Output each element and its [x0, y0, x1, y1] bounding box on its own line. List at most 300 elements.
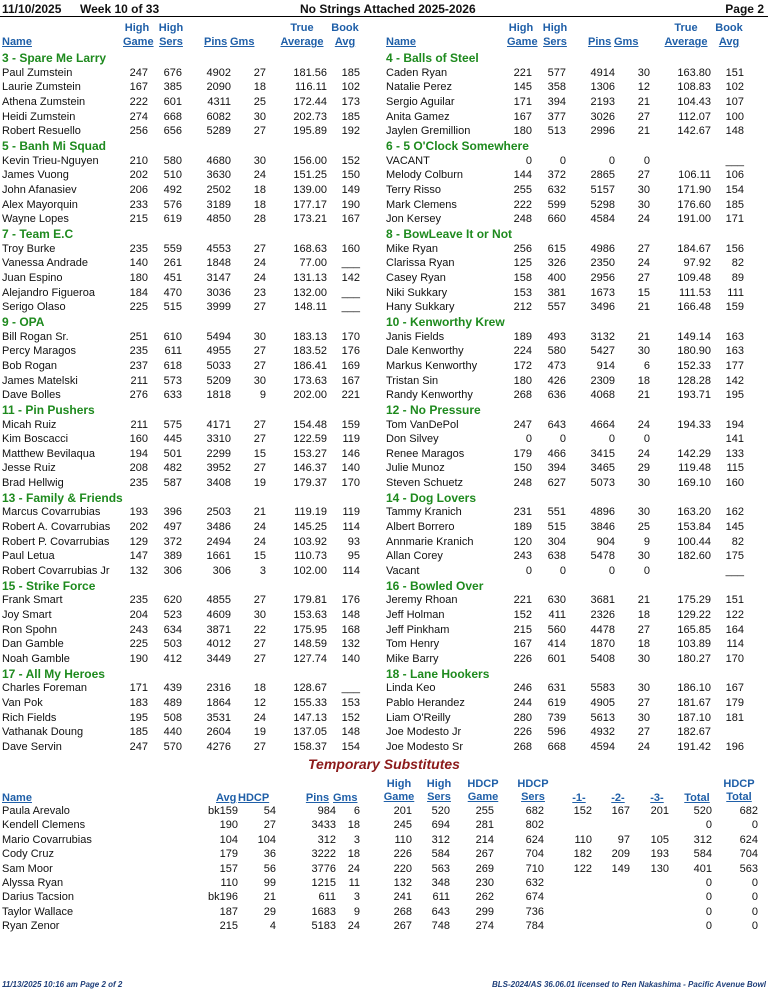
- player-stat: 394: [547, 95, 566, 108]
- player-stat: 21: [637, 95, 650, 108]
- player-stat: 150: [513, 462, 532, 475]
- player-stat: 100: [725, 110, 744, 123]
- player-name: Frank Smart: [2, 594, 63, 607]
- player-name: James Vuong: [2, 169, 69, 182]
- sub-pins-header: Pins: [305, 792, 330, 804]
- player-stat: 5613: [590, 711, 615, 724]
- player-row: [384, 124, 768, 138]
- player-stat: 3026: [590, 110, 615, 123]
- col-true_avg-header-2: Average: [280, 36, 324, 48]
- player-stat: 180.90: [677, 345, 711, 358]
- player-stat: 127.74: [293, 653, 327, 666]
- substitute-stat: 226: [393, 848, 412, 861]
- player-stat: 93: [347, 535, 360, 548]
- player-name: Vacant: [386, 565, 420, 578]
- player-stat: 154: [725, 183, 744, 196]
- player-name: Matthew Bevilaqua: [2, 447, 95, 460]
- player-stat: 152.33: [677, 359, 711, 372]
- player-stat: 175.29: [677, 594, 711, 607]
- player-stat: 175.95: [293, 623, 327, 636]
- player-stat: 122.59: [293, 433, 327, 446]
- player-stat: 153.84: [677, 521, 711, 534]
- player-stat: 128.28: [677, 374, 711, 387]
- player-name: Tom VanDePol: [386, 418, 459, 431]
- player-stat: 27: [637, 697, 650, 710]
- player-stat: 631: [547, 682, 566, 695]
- substitute-stat: 18: [347, 819, 360, 832]
- player-stat: 243: [513, 550, 532, 563]
- player-stat: 557: [547, 301, 566, 314]
- player-stat: 158: [513, 271, 532, 284]
- substitute-stat: 201: [650, 805, 669, 817]
- player-row: [384, 271, 768, 285]
- player-stat: 276: [129, 389, 148, 402]
- substitute-stat: 21: [263, 891, 276, 904]
- player-stat: 182.67: [677, 726, 711, 739]
- player-row: [384, 447, 768, 461]
- player-stat: 2956: [590, 271, 615, 284]
- player-stat: 233: [129, 198, 148, 211]
- player-stat: 445: [163, 433, 182, 446]
- player-stat: 212: [513, 301, 532, 314]
- player-stat: 183: [129, 697, 148, 710]
- substitute-name: Paula Arevalo: [2, 805, 70, 817]
- player-stat: ___: [341, 257, 360, 270]
- player-name: Kim Boscacci: [2, 433, 69, 446]
- player-stat: 2502: [206, 183, 231, 196]
- player-stat: 145.25: [293, 521, 327, 534]
- substitute-name: Taylor Wallace: [2, 905, 74, 918]
- substitute-stat: 9: [353, 905, 360, 918]
- player-stat: 179: [513, 447, 532, 460]
- substitute-row: [0, 862, 768, 876]
- player-stat: 560: [547, 623, 566, 636]
- player-name: Tammy Kranich: [386, 506, 462, 519]
- player-stat: 119: [342, 506, 360, 519]
- player-name: Robert Resuello: [2, 125, 81, 138]
- player-stat: 115: [726, 462, 744, 475]
- substitute-stat: 110: [394, 833, 412, 846]
- player-stat: 5583: [590, 682, 615, 695]
- player-stat: 636: [547, 389, 566, 402]
- player-name: Jeff Pinkham: [386, 623, 450, 636]
- player-stat: 0: [608, 154, 615, 167]
- player-stat: 24: [637, 257, 650, 270]
- player-name: Van Pok: [2, 697, 43, 710]
- substitute-stat: 110: [574, 833, 592, 846]
- team-title: 11 - Pin Pushers: [2, 402, 95, 417]
- player-row: [384, 520, 768, 534]
- team-title: 7 - Team E.C: [2, 226, 74, 241]
- substitute-stat: 24: [347, 862, 360, 875]
- player-stat: 5073: [590, 477, 615, 490]
- substitute-row: [0, 876, 768, 890]
- player-stat: 222: [513, 198, 532, 211]
- player-row: [384, 359, 768, 373]
- player-stat: 221: [513, 66, 532, 79]
- player-name: Paul Letua: [2, 550, 55, 563]
- substitute-name: Kendell Clemens: [2, 819, 86, 832]
- player-stat: 18: [253, 682, 266, 695]
- player-stat: 2996: [590, 125, 615, 138]
- player-stat: 4068: [590, 389, 615, 402]
- substitute-stat: 274: [475, 920, 494, 933]
- player-stat: 2316: [206, 682, 231, 695]
- player-row: [0, 535, 384, 549]
- player-stat: 159: [725, 301, 744, 314]
- player-row: [0, 476, 384, 490]
- substitute-stat: 0: [751, 877, 758, 889]
- player-stat: 171: [129, 682, 148, 695]
- player-stat: 3999: [206, 301, 231, 314]
- substitute-stat: 132: [393, 877, 412, 889]
- player-stat: 77.00: [299, 257, 327, 270]
- column-headers-right: [384, 22, 768, 50]
- player-stat: 244: [513, 697, 532, 710]
- substitute-row: [0, 919, 768, 933]
- player-name: John Afanasiev: [2, 183, 77, 196]
- player-stat: 508: [163, 711, 182, 724]
- player-stat: 24: [253, 271, 266, 284]
- player-stat: 27: [253, 418, 266, 431]
- player-stat: 140: [341, 462, 360, 475]
- player-stat: 0: [643, 433, 650, 446]
- player-stat: 3486: [206, 521, 231, 534]
- player-row: [384, 505, 768, 519]
- substitute-stat: 18: [347, 848, 360, 861]
- player-stat: 4855: [206, 594, 231, 607]
- player-stat: 12: [637, 81, 650, 94]
- player-stat: 30: [637, 183, 650, 196]
- substitute-name: Mario Covarrubias: [2, 833, 92, 846]
- sub-g1-header: -1-: [572, 792, 586, 804]
- player-row: [0, 637, 384, 651]
- player-name: Robert A. Covarrubias: [2, 521, 111, 534]
- player-stat: 159: [341, 418, 360, 431]
- col-gms-header: Gms: [230, 36, 255, 48]
- player-row: [384, 212, 768, 226]
- player-stat: 15: [253, 550, 266, 563]
- player-stat: 182.60: [677, 550, 711, 563]
- player-name: Jesse Ruiz: [2, 462, 56, 475]
- substitute-stat: 312: [317, 833, 336, 846]
- player-stat: 2604: [206, 726, 231, 739]
- substitute-stat: 563: [739, 862, 758, 875]
- player-stat: 9: [259, 389, 266, 402]
- player-stat: 173: [341, 95, 360, 108]
- player-stat: 148.11: [294, 301, 327, 314]
- player-stat: 190: [341, 198, 360, 211]
- player-stat: 27: [637, 110, 650, 123]
- player-stat: 577: [547, 66, 566, 79]
- player-stat: 1818: [206, 389, 231, 402]
- player-row: [384, 344, 768, 358]
- player-name: Joy Smart: [2, 609, 52, 622]
- team-title: 17 - All My Heroes: [2, 666, 105, 681]
- player-stat: 171: [513, 95, 532, 108]
- player-stat: 145: [725, 521, 744, 534]
- substitute-stat: 632: [525, 877, 544, 889]
- player-stat: 151: [725, 594, 744, 607]
- player-stat: 27: [637, 242, 650, 255]
- col-pins-header: Pins: [204, 36, 228, 48]
- player-stat: 152: [513, 609, 532, 622]
- player-row: [0, 110, 384, 124]
- player-stat: 24: [637, 418, 650, 431]
- player-row: [0, 564, 384, 578]
- col-high_sers-header-1: High: [158, 22, 184, 34]
- substitute-stat: 704: [739, 848, 758, 861]
- substitute-stat: 694: [431, 819, 450, 832]
- substitute-stat: 0: [751, 819, 758, 832]
- col-high_sers-header-2: Sers: [159, 36, 183, 48]
- player-stat: 179.81: [293, 594, 327, 607]
- sub-g2-header: -2-: [611, 792, 625, 804]
- player-stat: 21: [637, 125, 650, 138]
- player-name: Heidi Zumstein: [2, 110, 76, 123]
- player-name: Bill Rogan Sr.: [2, 330, 69, 343]
- player-stat: ___: [341, 682, 360, 695]
- substitute-stat: 748: [431, 920, 450, 933]
- substitute-stat: bk159: [208, 805, 238, 817]
- player-stat: 523: [163, 609, 182, 622]
- player-stat: 153.27: [293, 447, 327, 460]
- player-stat: 221: [513, 594, 532, 607]
- player-stat: 21: [253, 506, 266, 519]
- substitute-row: [0, 818, 768, 832]
- player-stat: 187.10: [677, 711, 711, 724]
- player-stat: 268: [513, 741, 532, 754]
- substitute-name: Ryan Zenor: [2, 920, 60, 933]
- player-stat: 493: [547, 330, 566, 343]
- player-stat: 2326: [590, 609, 615, 622]
- player-row: [0, 711, 384, 725]
- player-stat: 163: [725, 330, 744, 343]
- substitute-stat: 611: [318, 891, 336, 904]
- player-stat: 164: [725, 623, 744, 636]
- player-stat: 27: [637, 169, 650, 182]
- player-stat: 235: [129, 345, 148, 358]
- team-title: 13 - Family & Friends: [2, 490, 123, 505]
- player-stat: 27: [253, 741, 266, 754]
- player-stat: 274: [129, 110, 148, 123]
- player-name: Niki Sukkary: [386, 286, 448, 299]
- player-stat: 141: [725, 433, 744, 446]
- player-name: Athena Zumstein: [2, 95, 86, 108]
- player-stat: 125: [513, 257, 532, 270]
- player-stat: 170: [341, 477, 360, 490]
- player-stat: 163.20: [677, 506, 711, 519]
- player-stat: 3408: [206, 477, 231, 490]
- player-stat: 30: [637, 345, 650, 358]
- player-row: [384, 476, 768, 490]
- player-stat: 489: [163, 697, 182, 710]
- player-stat: 175: [725, 550, 744, 563]
- substitute-stat: 0: [705, 877, 712, 889]
- player-stat: 142: [341, 271, 360, 284]
- player-stat: 3: [259, 565, 266, 578]
- player-stat: 656: [163, 125, 182, 138]
- player-stat: 225: [129, 638, 148, 651]
- player-name: Brad Hellwig: [2, 477, 64, 490]
- player-stat: 194: [129, 447, 148, 460]
- player-stat: 204: [129, 609, 148, 622]
- sub-hdcp_game-header-2: Game: [467, 791, 499, 803]
- sub-high_game-header-1: High: [386, 778, 412, 790]
- player-stat: 186.41: [293, 359, 327, 372]
- player-stat: 601: [163, 95, 182, 108]
- player-stat: 473: [547, 359, 566, 372]
- player-stat: 280: [513, 711, 532, 724]
- player-stat: 185: [341, 110, 360, 123]
- team-title: 6 - 5 O'Clock Somewhere: [386, 138, 529, 153]
- player-stat: 149: [341, 183, 360, 196]
- player-stat: 215: [129, 213, 148, 226]
- player-name: Noah Gamble: [2, 653, 70, 666]
- player-stat: 179.37: [293, 477, 327, 490]
- player-stat: 4896: [590, 506, 615, 519]
- player-stat: 18: [637, 609, 650, 622]
- player-stat: 177: [725, 359, 744, 372]
- player-stat: 904: [596, 535, 615, 548]
- team-title: 14 - Dog Lovers: [386, 490, 477, 505]
- player-row: [0, 461, 384, 475]
- player-stat: 4594: [590, 741, 615, 754]
- player-stat: 114: [342, 565, 360, 578]
- player-stat: 3630: [206, 169, 231, 182]
- player-stat: 0: [525, 433, 532, 446]
- footer-right: BLS-2024/AS 36.06.01 licensed to Ren Nakashima - Pacific Avenue Bowl: [491, 980, 766, 989]
- player-stat: 358: [547, 81, 566, 94]
- player-row: [0, 374, 384, 388]
- player-stat: 3871: [206, 623, 231, 636]
- player-stat: 153: [513, 286, 532, 299]
- player-stat: 151: [725, 66, 744, 79]
- player-stat: 167: [513, 638, 532, 651]
- player-stat: 30: [637, 711, 650, 724]
- player-stat: 149.14: [677, 330, 711, 343]
- player-stat: 147: [129, 550, 148, 563]
- player-stat: 482: [163, 462, 182, 475]
- substitute-stat: 348: [431, 877, 450, 889]
- player-stat: 599: [547, 198, 566, 211]
- player-stat: 150: [341, 169, 360, 182]
- player-stat: 120: [513, 535, 532, 548]
- player-row: [0, 418, 384, 432]
- player-name: Laurie Zumstein: [2, 81, 81, 94]
- player-stat: 3465: [590, 462, 615, 475]
- player-stat: 176: [341, 345, 360, 358]
- player-stat: 1673: [590, 286, 615, 299]
- player-stat: 193.71: [677, 389, 711, 402]
- player-stat: 202: [129, 521, 148, 534]
- player-stat: 1848: [206, 257, 231, 270]
- col-high_sers-header-1: High: [542, 22, 568, 34]
- substitute-stat: 24: [347, 920, 360, 933]
- teams-left-column: [0, 51, 384, 755]
- player-name: Robert P. Covarrubias: [2, 535, 110, 548]
- substitute-stat: 267: [475, 848, 494, 861]
- player-stat: 29: [637, 462, 650, 475]
- substitute-stat: bk196: [208, 891, 238, 904]
- footer-left: 11/13/2025 10:16 am Page 2 of 2: [2, 980, 123, 989]
- player-stat: 513: [547, 125, 566, 138]
- player-row: [384, 154, 768, 168]
- substitute-stat: 110: [220, 877, 238, 889]
- player-stat: 1306: [590, 81, 615, 94]
- player-stat: 170: [725, 653, 744, 666]
- player-stat: 6082: [206, 110, 231, 123]
- player-stat: 148: [341, 726, 360, 739]
- team-title: 12 - No Pressure: [386, 402, 481, 417]
- player-stat: 0: [643, 565, 650, 578]
- player-row: [384, 66, 768, 80]
- player-stat: 0: [643, 154, 650, 167]
- player-stat: 5157: [590, 183, 615, 196]
- player-stat: 111.53: [678, 286, 711, 299]
- player-name: Percy Maragos: [2, 345, 76, 358]
- player-stat: 119: [342, 433, 360, 446]
- player-row: [0, 608, 384, 622]
- sub-hdcp_sers-header-2: Sers: [521, 791, 545, 803]
- substitute-stat: 802: [525, 819, 544, 832]
- player-stat: 610: [163, 330, 182, 343]
- player-stat: 163: [725, 345, 744, 358]
- player-name: Renee Maragos: [386, 447, 465, 460]
- player-stat: 181.67: [677, 697, 711, 710]
- substitute-stat: 209: [611, 848, 630, 861]
- player-row: [384, 374, 768, 388]
- substitute-stat: 97: [617, 833, 630, 846]
- player-stat: 132: [129, 565, 148, 578]
- substitute-name: Darius Tacsion: [2, 891, 74, 904]
- player-stat: 246: [513, 682, 532, 695]
- player-name: Charles Foreman: [2, 682, 87, 695]
- player-row: [384, 535, 768, 549]
- player-stat: 176: [341, 594, 360, 607]
- player-stat: 515: [163, 301, 182, 314]
- player-stat: 15: [253, 447, 266, 460]
- player-row: [0, 124, 384, 138]
- player-stat: 19: [253, 477, 266, 490]
- substitute-name: Cody Cruz: [2, 848, 54, 861]
- player-stat: 3415: [590, 447, 615, 460]
- player-row: [384, 168, 768, 182]
- player-stat: 261: [163, 257, 182, 270]
- substitute-stat: 3: [353, 833, 360, 846]
- player-stat: 27: [253, 638, 266, 651]
- player-stat: 396: [163, 506, 182, 519]
- player-stat: 3189: [206, 198, 231, 211]
- player-stat: 619: [547, 697, 566, 710]
- player-name: Joe Modesto Jr: [386, 726, 462, 739]
- substitutes-column-headers: [0, 778, 768, 804]
- player-stat: 676: [163, 66, 182, 79]
- player-stat: 23: [253, 286, 266, 299]
- col-book_avg-header-1: Book: [331, 22, 359, 34]
- player-stat: 551: [547, 506, 566, 519]
- player-row: [0, 271, 384, 285]
- player-row: [384, 681, 768, 695]
- player-stat: 248: [513, 477, 532, 490]
- player-row: [0, 623, 384, 637]
- team-title: 4 - Balls of Steel: [386, 51, 479, 65]
- player-stat: 27: [253, 653, 266, 666]
- player-stat: 112.07: [678, 110, 711, 123]
- player-name: Tristan Sin: [386, 374, 439, 387]
- player-row: [0, 300, 384, 314]
- player-stat: 372: [163, 535, 182, 548]
